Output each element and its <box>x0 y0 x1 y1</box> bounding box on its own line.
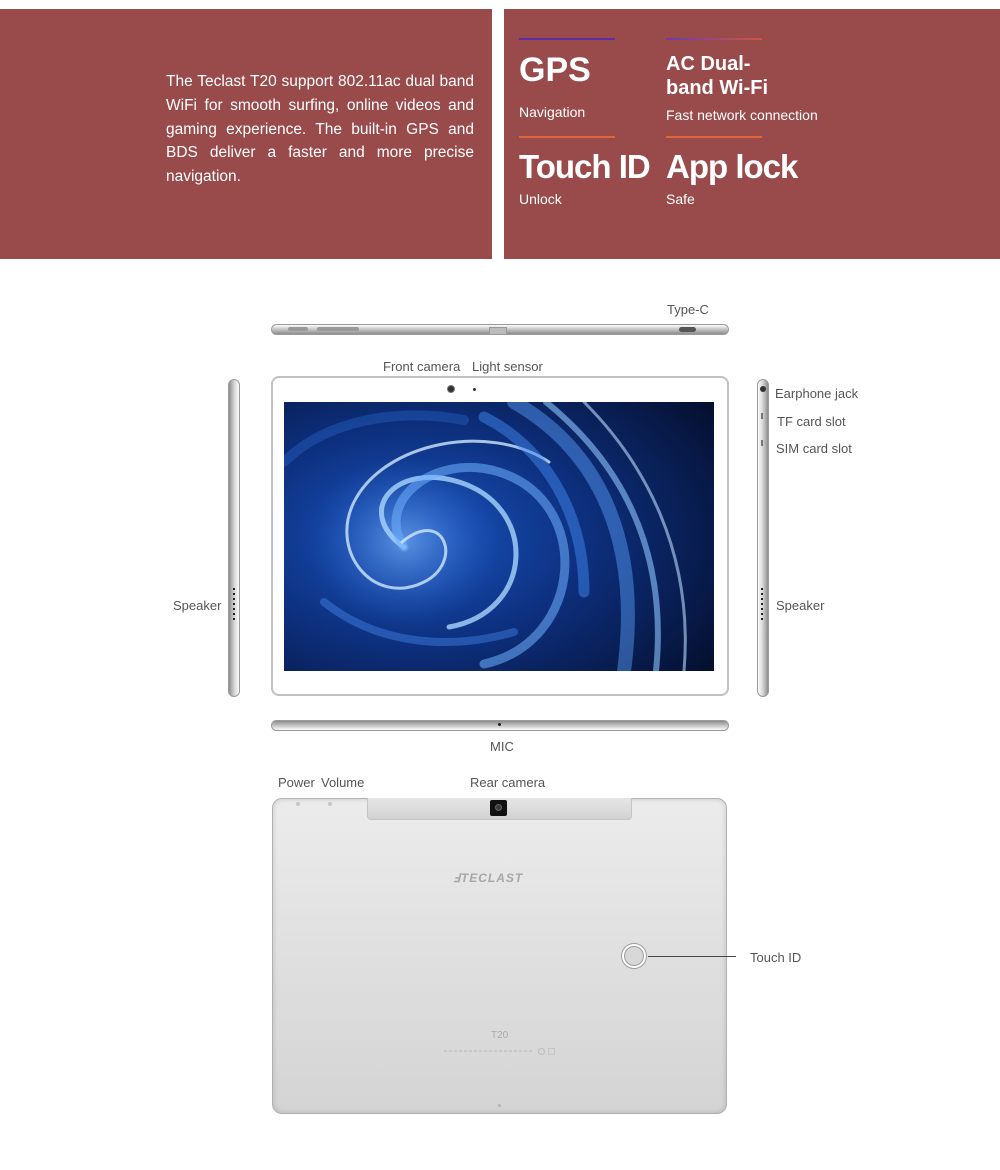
model-label: T20 <box>491 1030 509 1041</box>
teclast-logo-mark: Ⅎ <box>453 871 461 885</box>
rear-camera <box>490 800 507 816</box>
label-power: Power <box>278 775 315 790</box>
feature-touch-id-title: Touch ID <box>519 148 650 185</box>
tablet-right-edge <box>757 379 769 697</box>
label-type-c: Type-C <box>667 302 709 317</box>
feature-wifi-subtitle: Fast network connection <box>666 107 818 123</box>
feature-touch-id-bar <box>519 136 615 138</box>
intro-text: The Teclast T20 support 802.11ac dual band WiFi for smooth surfing, online videos and gaming experience. The built-in GPS and BDS deliver a faster and more precise navigation. <box>166 73 474 186</box>
type-c-port <box>679 327 696 332</box>
label-speaker-left: Speaker <box>173 598 222 613</box>
mic-hole <box>498 723 501 726</box>
tf-card-slot <box>761 413 763 419</box>
certification-icon <box>538 1048 545 1055</box>
label-light-sensor: Light sensor <box>472 359 543 374</box>
feature-gps-title: GPS <box>519 51 591 89</box>
feature-app-lock-subtitle: Safe <box>666 191 695 207</box>
feature-touch-id-subtitle: Unlock <box>519 191 562 207</box>
label-mic: MIC <box>490 739 514 754</box>
feature-app-lock-title: App lock <box>666 148 798 185</box>
rear-camera-lens <box>495 804 502 811</box>
certification-icon-2 <box>548 1048 555 1055</box>
tablet-left-edge <box>228 379 240 697</box>
back-bottom-mark <box>498 1104 501 1107</box>
left-speaker-grille <box>233 588 235 620</box>
top-button-2 <box>317 327 359 331</box>
label-touch-id: Touch ID <box>750 950 802 965</box>
feature-wifi-title-line1: AC Dual- <box>666 53 751 75</box>
tablet-screen <box>284 402 714 671</box>
right-speaker-grille <box>761 588 763 620</box>
teclast-logo <box>453 871 523 885</box>
sim-card-slot <box>761 440 763 446</box>
teclast-logo-text: TECLAST <box>460 871 524 885</box>
front-camera <box>447 385 455 393</box>
feature-wifi-title-line2: band Wi-Fi <box>666 77 769 99</box>
fingerprint-sensor-icon <box>622 944 646 968</box>
label-sim-card-slot: SIM card slot <box>776 441 852 456</box>
feature-gps-bar <box>519 38 615 40</box>
label-front-camera: Front camera <box>383 359 461 374</box>
label-earphone-jack: Earphone jack <box>775 386 859 401</box>
features-panel <box>504 9 1000 259</box>
label-tf-card-slot: TF card slot <box>777 414 846 429</box>
feature-gps-subtitle: Navigation <box>519 104 586 120</box>
power-button-mark <box>296 802 300 806</box>
wallpaper-swirl <box>284 402 714 671</box>
feature-app-lock-bar <box>666 136 762 138</box>
light-sensor <box>473 388 476 391</box>
top-button-1 <box>288 327 308 331</box>
label-speaker-right: Speaker <box>776 598 825 613</box>
feature-wifi-bar <box>666 38 762 40</box>
regulatory-text <box>444 1050 532 1052</box>
top-edge-slot <box>489 327 507 335</box>
touch-id-leader-line <box>648 956 736 957</box>
earphone-jack <box>760 386 766 392</box>
label-volume: Volume <box>321 775 365 790</box>
volume-button-mark <box>328 802 332 806</box>
label-rear-camera: Rear camera <box>470 775 546 790</box>
